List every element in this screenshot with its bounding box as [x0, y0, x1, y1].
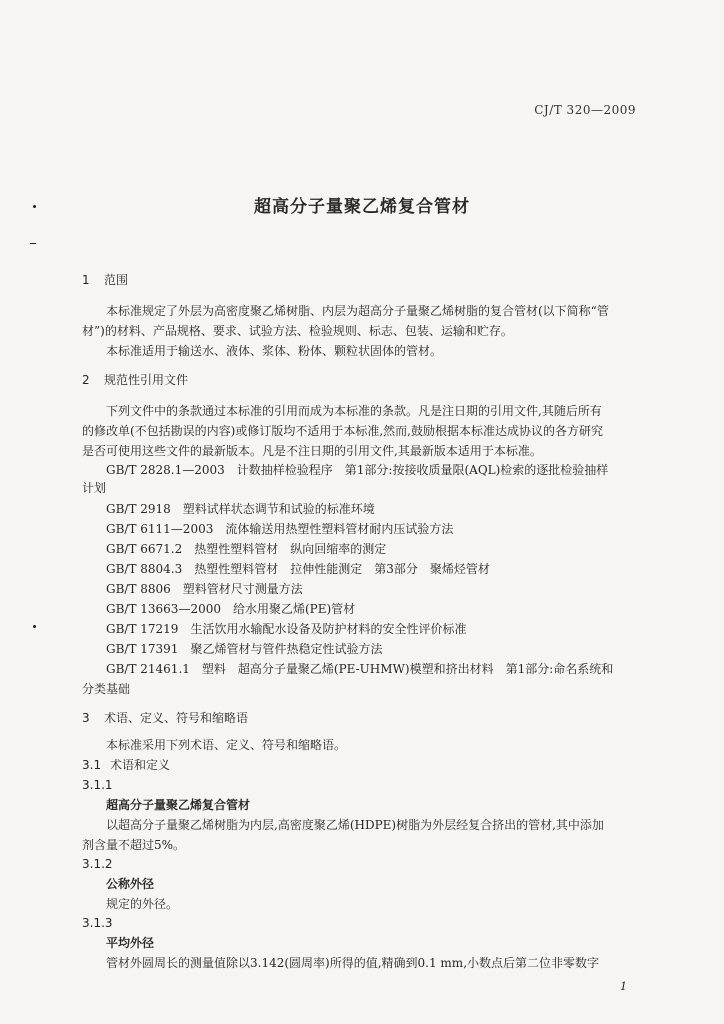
- reference-item: GB/T 6671.2 热塑性塑料管材 纵向回缩率的测定: [106, 542, 387, 556]
- standard-code: CJ/T 320—2009: [534, 103, 636, 117]
- reference-item: GB/T 8804.3 热塑性塑料管材 拉伸性能测定 第3部分 聚烯烃管材: [106, 562, 490, 576]
- document-title: 超高分子量聚乙烯复合管材: [254, 197, 470, 217]
- term-name: 超高分子量聚乙烯复合管材: [106, 798, 251, 812]
- term-number: 3.1.3: [82, 916, 113, 930]
- reference-item: GB/T 2918 塑料试样状态调节和试验的标准环境: [106, 502, 375, 516]
- page-number: 1: [620, 980, 627, 993]
- scan-speck: [33, 625, 36, 628]
- subsection-3-1-heading: 3.1 术语和定义: [82, 758, 171, 772]
- scan-speck: [30, 243, 36, 244]
- section-2-intro-line: 下列文件中的条款通过本标准的引用而成为本标准的条款。凡是注日期的引用文件,其随后所有: [106, 404, 602, 418]
- reference-item: GB/T 8806 塑料管材尺寸测量方法: [106, 582, 303, 596]
- term-number: 3.1.1: [82, 778, 113, 792]
- section-1-heading: 1 范围: [82, 273, 129, 287]
- term-definition-line: 剂含量不超过5%。: [82, 838, 186, 852]
- reference-item: 分类基础: [82, 682, 131, 696]
- section-2-intro-line: 的修改单(不包括勘误的内容)或修订版均不适用于本标准,然而,鼓励根据本标准达成协议的各方研究: [82, 424, 603, 438]
- term-definition-line: 管材外圆周长的测量值除以3.142(圆周率)所得的值,精确到0.1 mm,小数点后第二位非零数字: [106, 956, 600, 970]
- section-3-heading: 3 术语、定义、符号和缩略语: [82, 711, 249, 725]
- section-1-para-line: 本标准规定了外层为高密度聚乙烯树脂、内层为超高分子量聚乙烯树脂的复合管材(以下简称“管: [106, 304, 609, 318]
- reference-item: GB/T 21461.1 塑料 超高分子量聚乙烯(PE-UHMW)模塑和挤出材料 第1部分:命名系统和: [106, 662, 614, 676]
- term-name: 平均外径: [106, 936, 155, 950]
- section-3-intro: 本标准采用下列术语、定义、符号和缩略语。: [106, 738, 347, 752]
- reference-item: GB/T 6111—2003 流体输送用热塑性塑料管材耐内压试验方法: [106, 522, 454, 536]
- reference-item: GB/T 13663—2000 给水用聚乙烯(PE)管材: [106, 602, 356, 616]
- section-2-intro-line: 是否可使用这些文件的最新版本。凡是不注日期的引用文件,其最新版本适用于本标准。: [82, 444, 542, 458]
- section-1-para-line: 本标准适用于输送水、液体、浆体、粉体、颗粒状固体的管材。: [106, 344, 443, 358]
- scan-speck: [33, 205, 36, 208]
- term-definition-line: 以超高分子量聚乙烯树脂为内层,高密度聚乙烯(HDPE)树脂为外层经复合挤出的管材,其中添加: [106, 818, 604, 832]
- reference-item: GB/T 17391 聚乙烯管材与管件热稳定性试验方法: [106, 642, 383, 656]
- term-name: 公称外径: [106, 877, 155, 891]
- reference-item: GB/T 2828.1—2003 计数抽样检验程序 第1部分:按接收质量限(AQL)检索的逐批检验抽样: [106, 463, 609, 477]
- term-definition-line: 规定的外径。: [106, 897, 179, 911]
- reference-item: 计划: [82, 481, 107, 495]
- section-2-heading: 2 规范性引用文件: [82, 373, 189, 387]
- reference-item: GB/T 17219 生活饮用水输配水设备及防护材料的安全性评价标准: [106, 622, 467, 636]
- section-1-para-line: 材”)的材料、产品规格、要求、试验方法、检验规则、标志、包装、运输和贮存。: [82, 324, 513, 338]
- term-number: 3.1.2: [82, 857, 113, 871]
